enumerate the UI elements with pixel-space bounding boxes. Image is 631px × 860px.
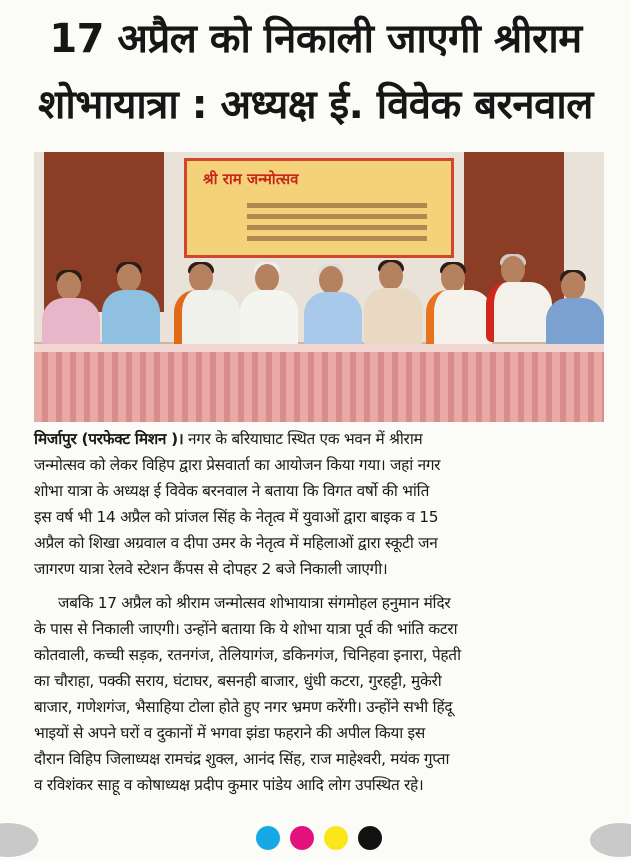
cyan-registration-dot [256, 826, 280, 850]
black-registration-dot [358, 826, 382, 850]
article-line-12: भाइयों से अपने घरों व दुकानों में भगवा झंडा फहराने की अपील किया इस [34, 724, 425, 742]
article-dateline: मिर्जापुर (परफेक्ट मिशन )। [34, 430, 184, 448]
headline-line-2: शोभायात्रा : अध्यक्ष ई. विवेक बरनवाल [38, 82, 593, 128]
article-line-1: मिर्जापुर (परफेक्ट मिशन )। नगर के बरियाघाट स्थित एक भवन में श्रीराम [34, 430, 423, 448]
article-line-2: जन्मोत्सव को लेकर विहिप द्वारा प्रेसवार्ता का आयोजन किया गया। जहां नगर [34, 456, 441, 474]
magenta-registration-dot [290, 826, 314, 850]
article-line-4: इस वर्ष भी 14 अप्रैल को प्रांजल सिंह के नेतृत्व में युवाओं द्वारा बाइक व 15 [34, 508, 439, 526]
press-conference-photo [34, 152, 604, 422]
article-line-8: के पास से निकाली जाएगी। उन्होंने बताया कि ये शोभा यात्रा पूर्व की भांति कटरा [34, 620, 458, 638]
yellow-registration-dot [324, 826, 348, 850]
photo-banner [184, 158, 454, 258]
article-line-3: शोभा यात्रा के अध्यक्ष ई विवेक बरनवाल ने बताया कि विगत वर्षो की भांति [34, 482, 430, 500]
article-line-13: दौरान विहिप जिलाध्यक्ष रामचंद्र शुक्ल, आनंद सिंह, राज माहेश्वरी, मयंक गुप्ता [34, 750, 450, 768]
article-line-14: व रविशंकर साहू व कोषाध्यक्ष प्रदीप कुमार पांडेय आदि लोग उपस्थित रहे। [34, 776, 424, 794]
banner-text-lines [247, 197, 427, 247]
article-line-10: का चौराहा, पक्की सराय, घंटाघर, बसनही बाजार, धुंधी कटरा, गुरहट्टी, मुकेरी [34, 672, 442, 690]
page-edge-mark-left [0, 823, 38, 857]
article-line-5: अप्रैल को शिखा अग्रवाल व दीपा उमर के नेतृत्व में महिलाओं द्वारा स्कूटी जन [34, 534, 438, 552]
article-line-9: कोतवाली, कच्ची सड़क, रतनगंज, तेलियागंज, डकिनगंज, चिनिहवा इनारा, पेहती [34, 646, 461, 664]
headline-line-1: 17 अप्रैल को निकाली जाएगी श्रीराम [49, 16, 582, 62]
table-skirt [34, 352, 604, 422]
article-line-11: बाजार, गणेशगंज, भैसाहिया टोला होते हुए नगर भ्रमण करेंगी। उन्होंने सभी हिंदू [34, 698, 453, 716]
article-line-6: जागरण यात्रा रेलवे स्टेशन कैंपस से दोपहर 2 बजे निकाली जाएगी। [34, 560, 388, 578]
article-line-7: जबकि 17 अप्रैल को श्रीराम जन्मोत्सव शोभायात्रा संगमोहल हनुमान मंदिर [58, 594, 451, 612]
page-edge-mark-right [590, 823, 631, 857]
banner-title: श्री राम जन्मोत्सव [203, 170, 299, 188]
